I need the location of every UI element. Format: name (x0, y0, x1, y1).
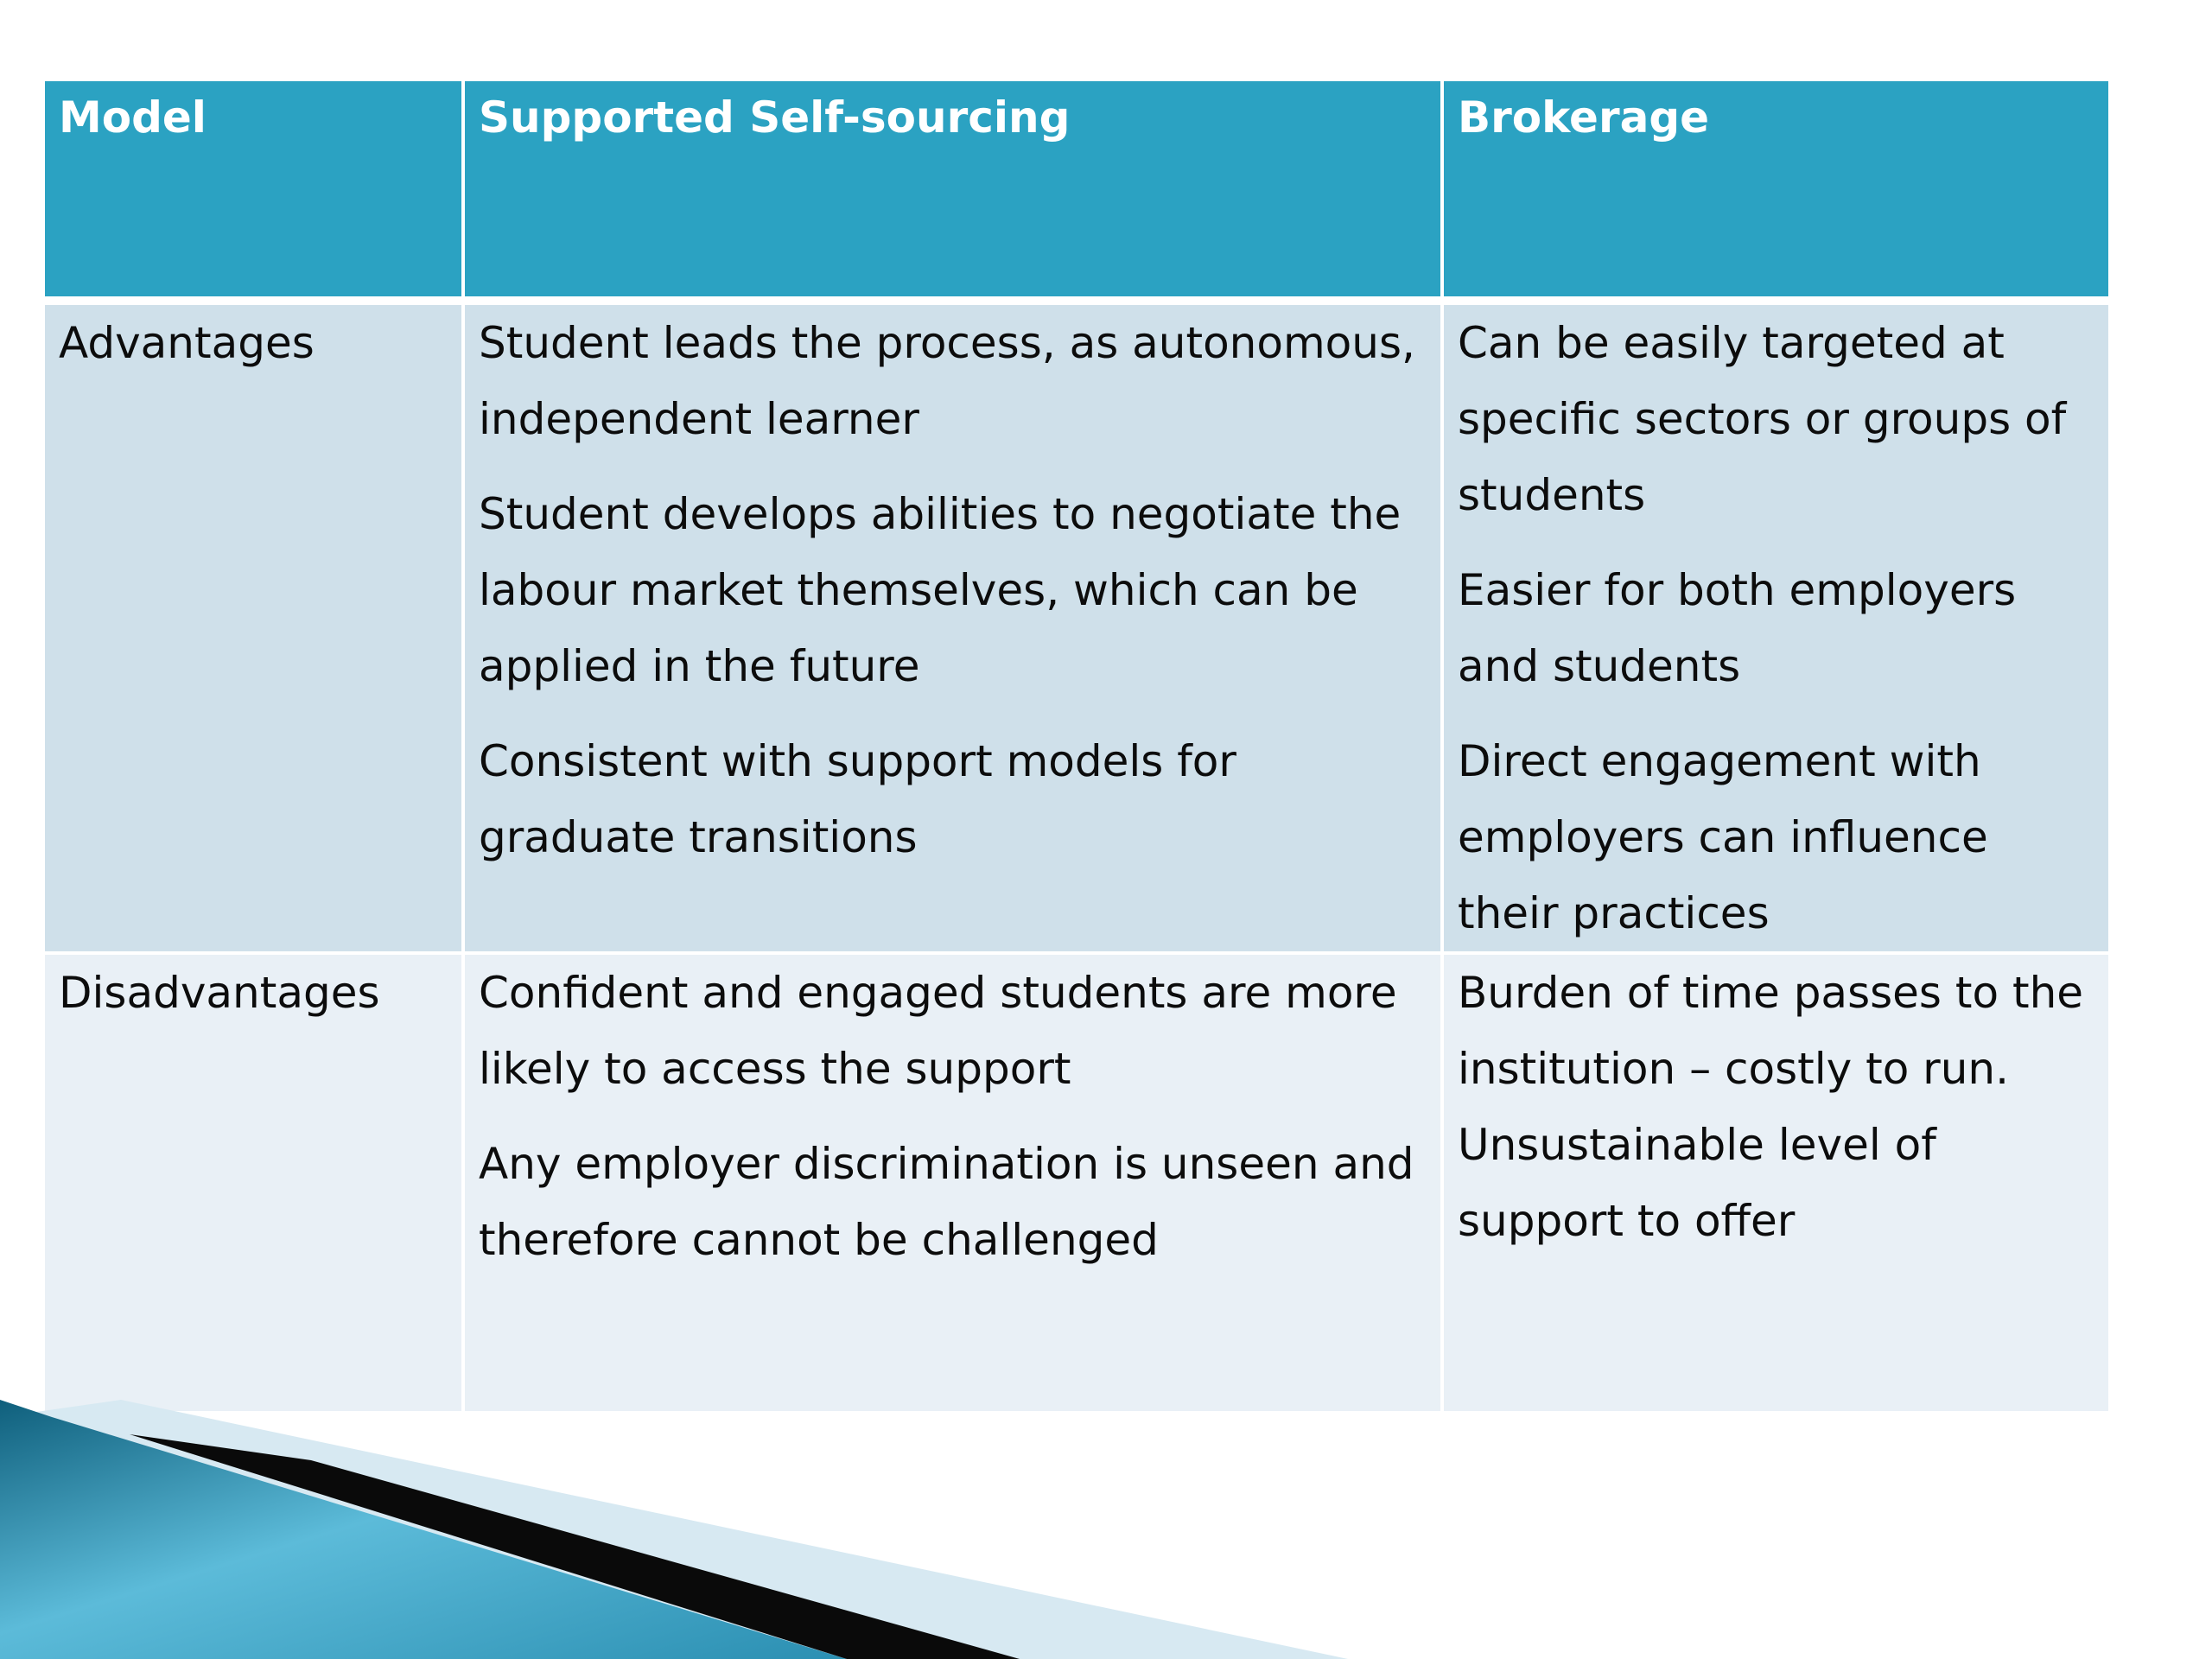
advantage-brokerage-point: Easier for both employers and students (1458, 565, 2017, 691)
comparison-table (45, 81, 2108, 1411)
row-advantages (45, 301, 2108, 953)
advantage-self-sourcing-point: Consistent with support models for graduate transitions (479, 736, 1236, 862)
decorative-swoosh (0, 1365, 2212, 1659)
disadvantage-self-sourcing-point: Confident and engaged students are more likely to access the support (479, 968, 1397, 1094)
disadvantage-brokerage-point: Burden of time passes to the institution – costly to run. Unsustainable level of support to offer (1458, 968, 2084, 1246)
header-brokerage: Brokerage (1442, 81, 2108, 301)
cell-advantages-brokerage (1442, 301, 2108, 953)
header-model: Model (45, 81, 463, 301)
advantage-brokerage-point: Can be easily targeted at specific sectors or groups of students (1458, 318, 2067, 520)
disadvantage-self-sourcing-point: Any employer discrimination is unseen and therefore cannot be challenged (479, 1139, 1414, 1265)
header-row (45, 81, 2108, 301)
advantage-self-sourcing-point: Student develops abilities to negotiate the labour market themselves, which can be applied in the future (479, 489, 1402, 691)
cell-disadvantages-self-sourcing (463, 953, 1442, 1411)
row-label-advantages: Advantages (45, 301, 463, 953)
cell-disadvantages-brokerage (1442, 953, 2108, 1411)
advantage-brokerage-point: Direct engagement with employers can influence their practices (1458, 736, 1988, 938)
row-label-disadvantages: Disadvantages (45, 953, 463, 1411)
header-self-sourcing: Supported Self-sourcing (463, 81, 1442, 301)
cell-advantages-self-sourcing (463, 301, 1442, 953)
row-disadvantages (45, 953, 2108, 1411)
advantage-self-sourcing-point: Student leads the process, as autonomous, independent learner (479, 318, 1415, 444)
